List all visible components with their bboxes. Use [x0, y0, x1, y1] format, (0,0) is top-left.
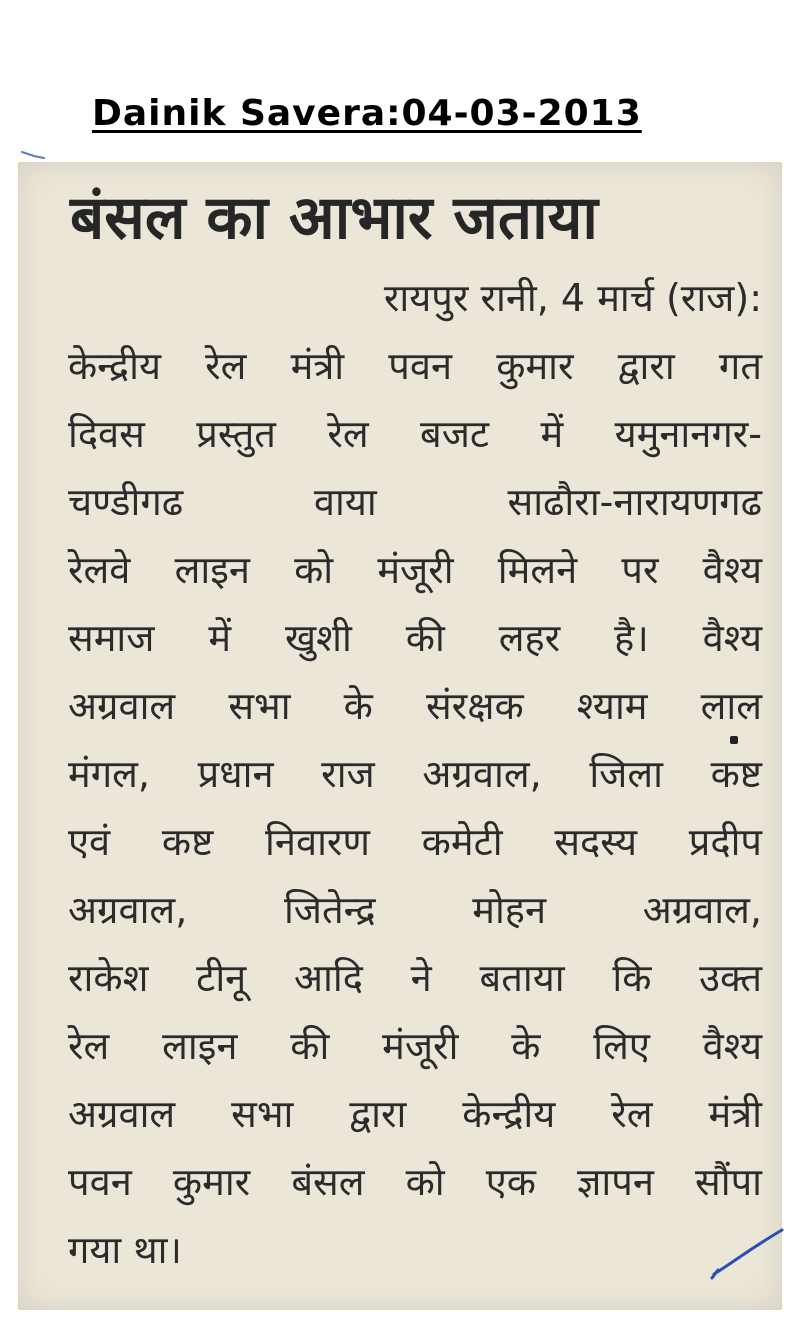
article-line: दिवस प्रस्तुत रेल बजट में यमुनानगर- [68, 412, 762, 456]
article-line: अग्रवाल सभा द्वारा केन्द्रीय रेल मंत्री [68, 1092, 762, 1136]
pen-tick-mark [708, 1222, 788, 1282]
article-line: रेलवे लाइन को मंजूरी मिलने पर वैश्य [68, 548, 762, 592]
article-line: अग्रवाल सभा के संरक्षक श्याम लाल [68, 684, 762, 728]
article-line: समाज में खुशी की लहर है। वैश्य [68, 616, 762, 660]
article-line: राकेश टीनू आदि ने बताया कि उक्त [68, 956, 762, 1000]
article-line: केन्द्रीय रेल मंत्री पवन कुमार द्वारा गत [68, 344, 762, 388]
ink-speck [730, 736, 738, 744]
newspaper-clipping [18, 162, 782, 1310]
clipping-edge-mark [20, 148, 46, 162]
source-date-header: Dainik Savera:04-03-2013 [92, 93, 642, 134]
article-dateline: रायपुर रानी, 4 मार्च (राज): [383, 276, 762, 320]
article-line: एवं कष्ट निवारण कमेटी सदस्य प्रदीप [68, 820, 762, 864]
article-line: गया था। [68, 1228, 182, 1272]
article-line: चण्डीगढ वाया साढौरा-नारायणगढ [68, 480, 762, 524]
article-line: पवन कुमार बंसल को एक ज्ञापन सौंपा [68, 1160, 762, 1204]
article-body [68, 264, 762, 1284]
article-line: रेल लाइन की मंजूरी के लिए वैश्य [68, 1024, 762, 1068]
article-line: मंगल, प्रधान राज अग्रवाल, जिला कष्ट [68, 752, 762, 796]
article-headline: बंसल का आभार जताया [70, 183, 598, 253]
article-line: अग्रवाल, जितेन्द्र मोहन अग्रवाल, [68, 888, 762, 932]
